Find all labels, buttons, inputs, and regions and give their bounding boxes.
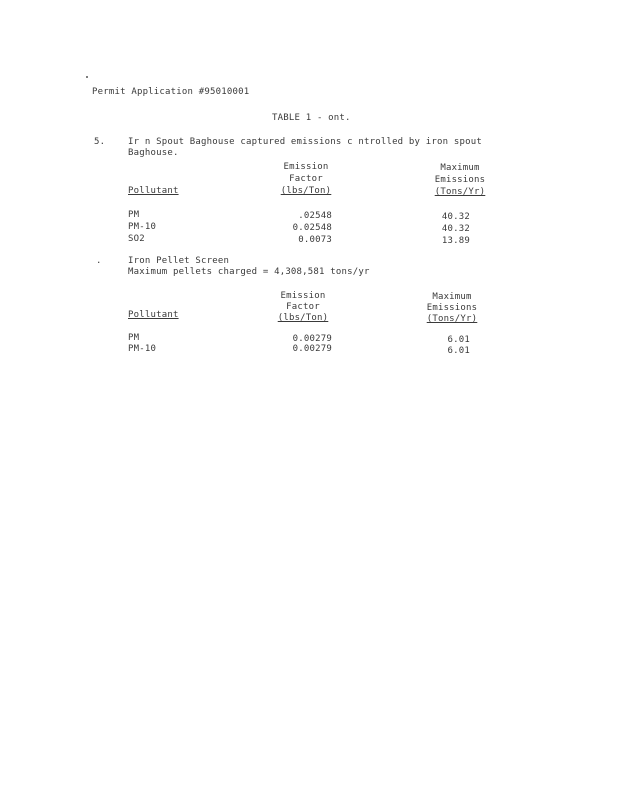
section-5-factor-header-3: (lbs/Ton) <box>280 186 332 196</box>
section-6-max-header-2: Emissions <box>426 303 478 313</box>
section-5-max-header-2: Emissions <box>434 175 486 185</box>
max-cell: 40.32 <box>441 224 470 234</box>
max-cell: 6.01 <box>447 335 470 345</box>
section-5-pollutant-header: Pollutant <box>128 186 179 196</box>
section-6-max-header-3: (Tons/Yr) <box>426 314 478 324</box>
section-5-max-header-1: Maximum <box>440 163 480 173</box>
permit-application-number: Permit Application #95010001 <box>92 87 250 97</box>
section-5-max-header-3: (Tons/Yr) <box>434 187 486 197</box>
section-6-title: Iron Pellet Screen <box>128 256 230 266</box>
pollutant-cell: SO2 <box>128 234 145 244</box>
factor-cell: 0.00279 <box>292 344 332 354</box>
section-5-title-cont: Baghouse. <box>128 148 179 158</box>
section-6-number: . <box>96 256 102 266</box>
section-6-subtitle: Maximum pellets charged = 4,308,581 tons/yr <box>128 267 370 277</box>
section-6-factor-header-2: Factor <box>286 302 320 312</box>
max-cell: 6.01 <box>447 346 470 356</box>
section-5-factor-header-1: Emission <box>283 162 329 172</box>
pollutant-cell: PM-10 <box>128 344 157 354</box>
section-6-factor-header-3: (lbs/Ton) <box>277 313 329 323</box>
section-6-pollutant-header: Pollutant <box>128 310 179 320</box>
section-5-title: Ir n Spout Baghouse captured emissions c ntrolled by iron spout <box>128 137 482 147</box>
pollutant-cell: PM <box>128 210 140 220</box>
section-6-max-header-1: Maximum <box>432 292 472 302</box>
section-5-number: 5. <box>94 137 106 147</box>
section-6-factor-header-1: Emission <box>280 291 326 301</box>
pollutant-cell: PM <box>128 333 140 343</box>
factor-cell: 0.02548 <box>292 223 332 233</box>
pollutant-cell: PM-10 <box>128 222 157 232</box>
factor-cell: .02548 <box>298 211 332 221</box>
scan-speck <box>86 76 88 78</box>
max-cell: 13.89 <box>441 236 470 246</box>
table-title: TABLE 1 - ont. <box>272 113 351 123</box>
section-5-factor-header-2: Factor <box>289 174 323 184</box>
max-cell: 40.32 <box>441 212 470 222</box>
factor-cell: 0.00279 <box>292 334 332 344</box>
factor-cell: 0.0073 <box>298 235 332 245</box>
